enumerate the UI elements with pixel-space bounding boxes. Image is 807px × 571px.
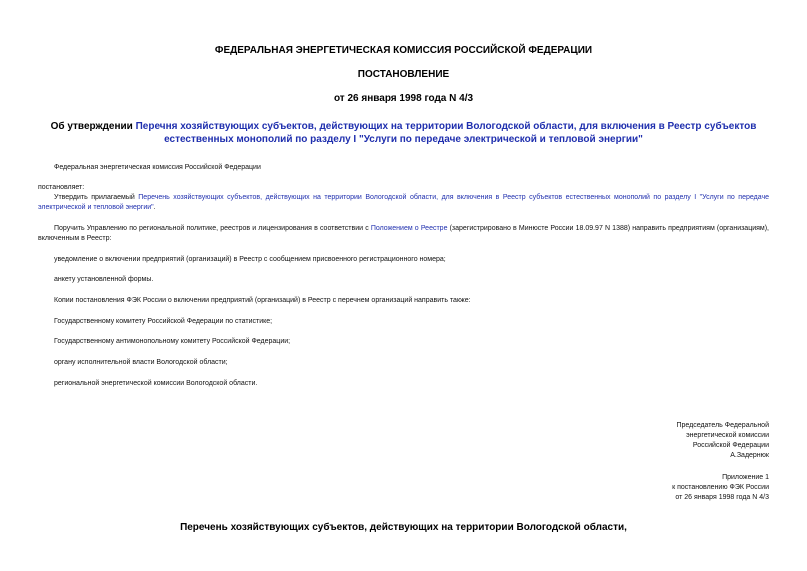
signature-line: Российской Федерации: [692, 442, 769, 449]
list-item: анкету установленной формы.: [54, 276, 154, 283]
title-link[interactable]: Перечня хозяйствующих субъектов, действующих на территории Вологодской области, для включения в Реестр субъектов естественных монополий по разделу I "Услуги по передаче электрической и тепловой энергии": [135, 121, 757, 145]
signature-line: Председатель Федеральной: [676, 422, 769, 429]
appendix-line: от 26 января 1998 года N 4/3: [675, 494, 769, 501]
signature-block: [676, 421, 769, 461]
paragraph-approve: [38, 193, 769, 213]
instruct-suffix: (зарегистрировано в Минюсте России 18.09.97 N 1388) направить предприятиям (организациям), включенным в Реестр:: [38, 225, 770, 242]
appendix-line: к постановлению ФЭК России: [672, 484, 769, 491]
instruct-prefix: Поручить Управлению по региональной политике, реестров и лицензирования в соответствии с: [54, 225, 371, 232]
list-item: уведомление о включении предприятий (организаций) в Реестр с сообщением присвоенного регистрационного номера;: [54, 256, 446, 263]
approve-suffix: .: [153, 204, 156, 211]
paragraph-instruct: [38, 224, 769, 244]
paragraph-copies: Копии постановления ФЭК России о включении предприятий (организаций) в Реестр с перечнем организаций направить также:: [54, 297, 471, 304]
appendix-line: Приложение 1: [722, 474, 769, 481]
approve-prefix: Утвердить прилагаемый: [54, 194, 139, 201]
list-item: органу исполнительной власти Вологодской области;: [54, 359, 228, 366]
signatory-name: А.Задернюк: [730, 452, 769, 459]
document-type: ПОСТАНОВЛЕНИЕ: [357, 69, 450, 80]
list-item: Государственному антимонопольному комитету Российской Федерации;: [54, 338, 291, 345]
signature-line: энергетической комиссии: [686, 432, 769, 439]
annex-title: Перечень хозяйствующих субъектов, действующих на территории Вологодской области,: [180, 522, 627, 533]
agency-title: ФЕДЕРАЛЬНАЯ ЭНЕРГЕТИЧЕСКАЯ КОМИССИЯ РОССИЙСКОЙ ФЕДЕРАЦИИ: [214, 45, 593, 56]
document-date-number: от 26 января 1998 года N 4/3: [333, 93, 474, 104]
list-item: региональной энергетической комиссии Вологодской области.: [54, 380, 258, 387]
document-title: [50, 120, 757, 146]
list-item: Государственному комитету Российской Федерации по статистике;: [54, 318, 273, 325]
regulation-link[interactable]: Положением о Реестре: [370, 225, 448, 232]
approve-link[interactable]: Перечень хозяйствующих субъектов, действующих на территории Вологодской области, для включения в Реестр субъектов естественных монополий по разделу I "Услуги по передаче электрической и тепловой энергии": [38, 194, 769, 211]
intro-text: Федеральная энергетическая комиссия Российской Федерации: [54, 164, 261, 171]
resolves-text: постановляет:: [38, 184, 85, 191]
appendix-block: [672, 473, 769, 503]
title-prefix: Об утверждении: [50, 121, 136, 132]
